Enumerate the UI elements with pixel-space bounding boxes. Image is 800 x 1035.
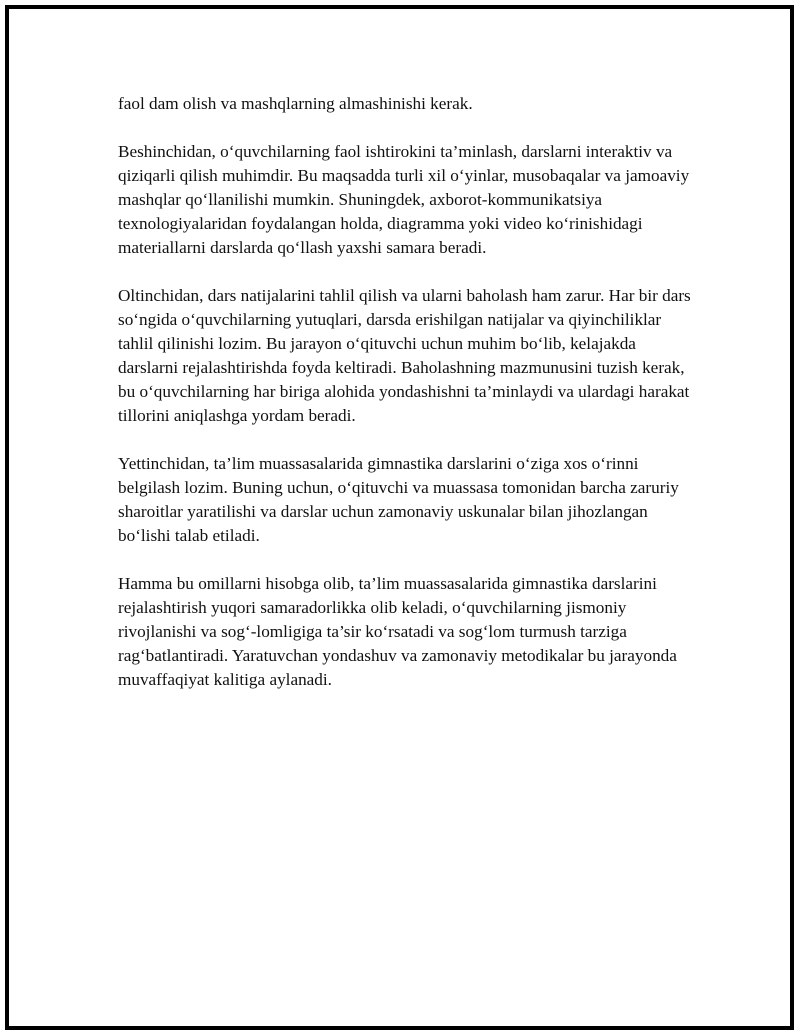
document-body xyxy=(118,92,698,716)
paragraph-1: faol dam olish va mashqlarning almashinishi kerak. xyxy=(118,94,473,113)
paragraph-2: Beshinchidan, o‘quvchilarning faol ishtirokini ta’minlash, darslarni interaktiv va qiziqarli qilish muhimdir. Bu maqsadda turli xil o‘yinlar, musobaqalar va jamoaviy mashqlar qo‘llanilishi mumkin. Shuningdek, axborot-kommunikatsiya texnologiyalaridan foydalangan holda, diagramma yoki video ko‘rinishidagi materiallarni darslarda qo‘llash yaxshi samara beradi. xyxy=(118,142,690,257)
paragraph-5: Hamma bu omillarni hisobga olib, ta’lim muassasalarida gimnastika darslarini rejalashtirish yuqori samaradorlikka olib keladi, o‘quvchilarning jismoniy rivojlanishi va sog‘-lomligiga ta’sir ko‘rsatadi va sog‘lom turmush tarziga rag‘batlantiradi. Yaratuvchan yondashuv va zamonaviy metodikalar bu jarayonda muvaffaqiyat kalitiga aylanadi. xyxy=(118,574,677,689)
paragraph-3: Oltinchidan, dars natijalarini tahlil qilish va ularni baholash ham zarur. Har bir dars so‘ngida o‘quvchilarning yutuqlari, darsda erishilgan natijalar va qiyinchiliklar tahlil qilinishi lozim. Bu jarayon o‘qituvchi uchun muhim bo‘lib, kelajakda darslarni rejalashtirishda foyda keltiradi. Baholashning mazmunusini tuzish kerak, bu o‘quvchilarning har biriga alohida yondashishni ta’minlaydi va ulardagi harakat tillorini aniqlashga yordam beradi. xyxy=(118,286,691,425)
paragraph-4: Yettinchidan, ta’lim muassasalarida gimnastika darslarini o‘ziga xos o‘rinni belgilash lozim. Buning uchun, o‘qituvchi va muassasa tomonidan barcha zaruriy sharoitlar yaratilishi va darslar uchun zamonaviy uskunalar bilan jihozlangan bo‘lishi talab etiladi. xyxy=(118,454,679,545)
